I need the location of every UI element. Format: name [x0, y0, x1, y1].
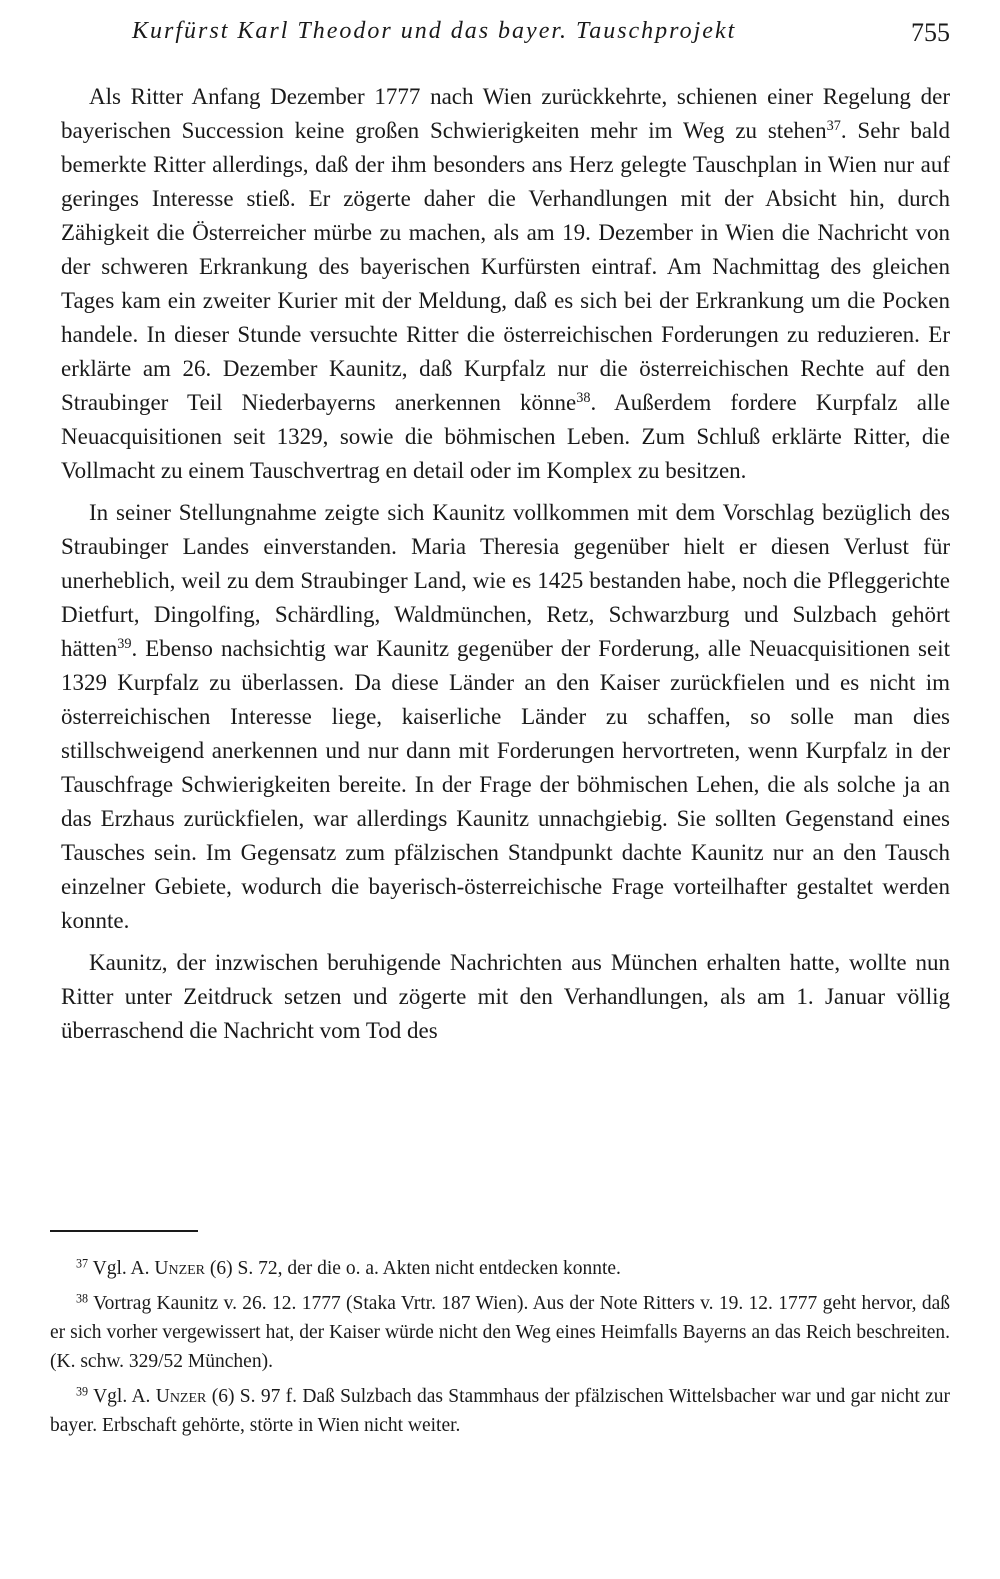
footnote-divider [50, 1230, 198, 1232]
footnote-number-38: 38 [76, 1291, 89, 1306]
footnote-37-author: Unzer [154, 1258, 206, 1279]
footnote-37-pre: Vgl. A. [92, 1258, 155, 1279]
paragraph-2 [61, 496, 950, 938]
paragraph-1-part-2: . Sehr bald bemerkte Ritter allerdings, daß der ihm besonders ans Herz gelegte Tauschplan in Wien nur auf geringes Interesse stieß. Er zögerte daher die Verhandlungen mit der Absicht hin, durch Zähigkeit die Österreicher mürbe zu machen, als am 19. Dezember in Wien die Nachricht von der schweren Erkrankung des bayerischen Kurfürsten eintraf. Am Nachmittag des gleichen Tages kam ein zweiter Kurier mit der Meldung, daß es sich bei der Erkrankung um die Pocken handele. In dieser Stunde versuchte Ritter die österreichischen Forderungen zu reduzieren. Er erklärte am 26. Dezember Kaunitz, daß Kurpfalz nur die österreichischen Rechte auf den Straubinger Teil Niederbayerns anerkennen könne [61, 118, 950, 415]
paragraph-1-part-1: Als Ritter Anfang Dezember 1777 nach Wien zurückkehrte, schienen einer Regelung der bayerischen Succession keine großen Schwierigkeiten mehr im Weg zu stehen [61, 84, 950, 143]
running-head [132, 18, 950, 52]
footnote-38 [50, 1289, 950, 1376]
footnote-number-37: 37 [76, 1256, 89, 1271]
footnote-37 [50, 1254, 950, 1283]
footnote-39-author: Unzer [155, 1386, 207, 1407]
footnote-ref-39: 39 [117, 636, 132, 653]
paragraph-3-part-1: Kaunitz, der inzwischen beruhigende Nachrichten aus München erhalten hatte, wollte nun Ritter unter Zeitdruck setzen und zögerte mit den Verhandlungen, als am 1. Januar völlig überraschend die Nachricht vom Tod des [61, 950, 950, 1043]
page-number: 755 [911, 18, 950, 47]
footnote-ref-38: 38 [576, 390, 591, 407]
paragraph-1-part-3: . Außerdem fordere Kurpfalz alle Neuacquisitionen seit 1329, sowie die böhmischen Leben. Zum Schluß erklärte Ritter, die Vollmacht zu einem Tauschvertrag en detail oder im Komplex zu besitzen. [61, 390, 950, 483]
paragraph-2-part-1: In seiner Stellungnahme zeigte sich Kaunitz vollkommen mit dem Vorschlag bezüglich des Straubinger Landes einverstanden. Maria Theresia gegenüber hielt er diesen Verlust für unerheblich, weil zu dem Straubinger Land, wie es 1425 bestanden habe, noch die Pfleggerichte Dietfurt, Dingolfing, Schärdling, Waldmünchen, Retz, Schwarzburg und Sulzbach gehört hätten [61, 500, 950, 661]
footnote-39-text: (6) S. 97 f. Daß Sulzbach das Stammhaus der pfälzischen Wittelsbacher war und gar nicht zur bayer. Erbschaft gehörte, störte in Wien nicht weiter. [50, 1386, 950, 1436]
footnote-39-pre: Vgl. A. [93, 1386, 156, 1407]
footnote-39 [50, 1382, 950, 1440]
running-title: Kurfürst Karl Theodor und das bayer. Tauschprojekt [132, 18, 737, 44]
paragraph-1 [61, 80, 950, 488]
paragraph-2-part-2: . Ebenso nachsichtig war Kaunitz gegenüber der Forderung, alle Neuacquisitionen seit 1329 Kurpfalz zu überlassen. Da diese Länder an den Kaiser zurückfielen und es nicht im österreichischen Interesse liege, kaiserliche Länder zu schaffen, so solle man dies stillschweigend anerkennen und nur dann mit Forderungen hervortreten, wenn Kurpfalz in der Tauschfrage Schwierigkeiten bereite. In der Frage der böhmischen Lehen, die als solche ja an das Erzhaus zurückfielen, war allerdings Kaunitz unnachgiebig. Sie sollten Gegenstand eines Tausches sein. Im Gegensatz zum pfälzischen Standpunkt dachte Kaunitz nur an den Tausch einzelner Gebiete, wodurch die bayerisch-österreichische Frage vorteilhafter gestaltet werden konnte. [61, 636, 950, 933]
main-text [61, 80, 950, 1056]
footnotes [50, 1254, 950, 1446]
paragraph-3 [61, 946, 950, 1048]
footnote-ref-37: 37 [826, 118, 841, 135]
footnote-38-text: Vortrag Kaunitz v. 26. 12. 1777 (Staka Vrtr. 187 Wien). Aus der Note Ritters v. 19. 12. 1777 geht hervor, daß er sich vorher vergewissert hat, der Kaiser würde nicht den Weg eines Heimfalls Bayerns an das Reich beschreiten. (K. schw. 329/52 München). [50, 1293, 950, 1372]
footnote-37-text: (6) S. 72, der die o. a. Akten nicht entdecken konnte. [205, 1258, 621, 1279]
footnote-number-39: 39 [76, 1384, 89, 1399]
